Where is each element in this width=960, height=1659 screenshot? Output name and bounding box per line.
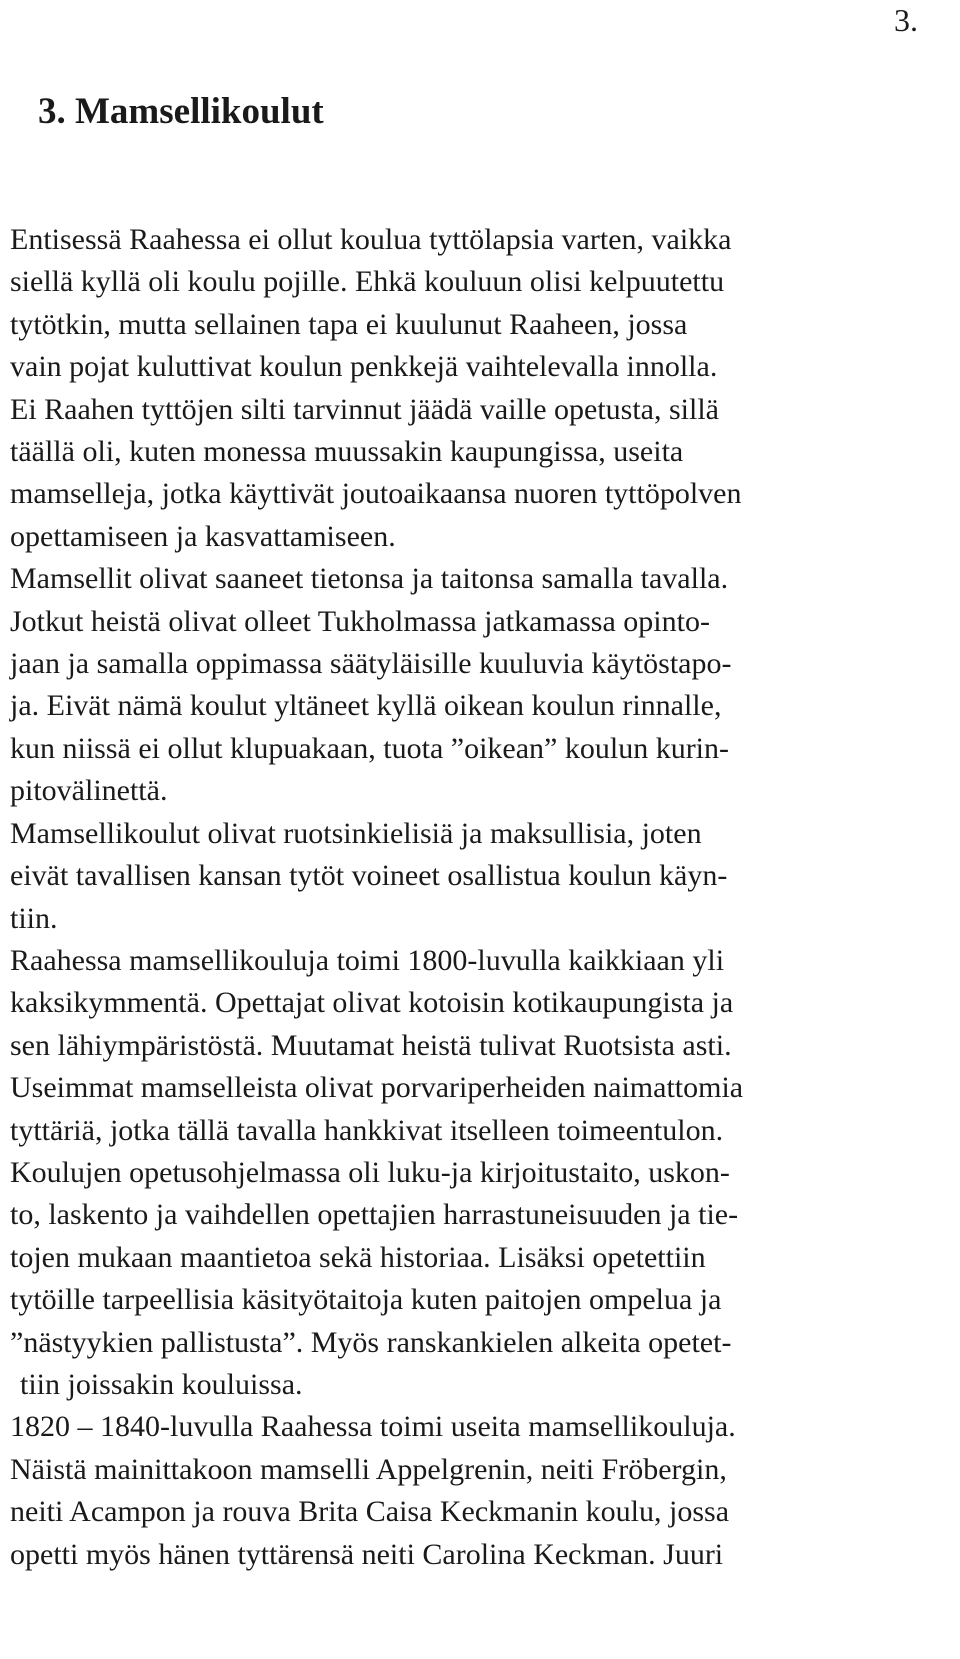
text-line: pitovälinettä. bbox=[10, 774, 168, 808]
text-line: tiin. bbox=[10, 901, 58, 935]
text-line: siellä kyllä oli koulu pojille. Ehkä kouluun olisi kelpuutettu bbox=[10, 265, 725, 299]
text-line: Useimmat mamselleista olivat porvariperheiden naimattomia bbox=[10, 1071, 744, 1105]
text-line: to, laskento ja vaihdellen opettajien harrastuneisuuden ja tie- bbox=[10, 1198, 739, 1232]
text-line: Mamsellikoulut olivat ruotsinkielisiä ja maksullisia, joten bbox=[10, 816, 702, 850]
text-line: Näistä mainittakoon mamselli Appelgrenin, neiti Fröbergin, bbox=[10, 1452, 727, 1486]
text-line: tyttäriä, jotka tällä tavalla hankkivat itselleen toimeentulon. bbox=[10, 1113, 724, 1147]
text-line: tiin joissakin kouluissa. bbox=[20, 1367, 303, 1401]
text-line: Ei Raahen tyttöjen silti tarvinnut jäädä vaille opetusta, sillä bbox=[10, 392, 719, 426]
text-line: Entisessä Raahessa ei ollut koulua tyttölapsia varten, vaikka bbox=[10, 223, 732, 256]
text-line: ja. Eivät nämä koulut yltäneet kyllä oikean koulun rinnalle, bbox=[10, 689, 722, 723]
text-line: ”nästyykien pallistusta”. Myös ranskankielen alkeita opetet- bbox=[10, 1325, 732, 1359]
text-line: kaksikymmentä. Opettajat olivat kotoisin kotikaupungista ja bbox=[10, 986, 734, 1020]
text-line: opettamiseen ja kasvattamiseen. bbox=[10, 519, 396, 553]
section-title: 3. Mamsellikoulut bbox=[38, 91, 324, 132]
text-line: kun niissä ei ollut klupuakaan, tuota ”oikean” koulun kurin- bbox=[10, 731, 730, 765]
text-line: eivät tavallisen kansan tytöt voineet osallistua koulun käyn- bbox=[10, 859, 728, 893]
text-line: opetti myös hänen tyttärensä neiti Carolina Keckman. Juuri bbox=[10, 1537, 724, 1571]
text-line: Jotkut heistä olivat olleet Tukholmassa jatkamassa opinto- bbox=[10, 604, 710, 638]
body-text bbox=[10, 219, 950, 1576]
text-line: täällä oli, kuten monessa muussakin kaupungissa, useita bbox=[10, 435, 684, 469]
text-line: jaan ja samalla oppimassa säätyläisille kuuluvia käytöstapo- bbox=[10, 647, 732, 681]
text-line: sen lähiympäristöstä. Muutamat heistä tulivat Ruotsista asti. bbox=[10, 1028, 732, 1062]
text-line: neiti Acampon ja rouva Brita Caisa Keckmanin koulu, jossa bbox=[10, 1495, 730, 1529]
text-line: tojen mukaan maantietoa sekä historiaa. Lisäksi opetettiin bbox=[10, 1240, 706, 1274]
text-line: Mamsellit olivat saaneet tietonsa ja taitonsa samalla tavalla. bbox=[10, 562, 729, 596]
page-number: 3. bbox=[894, 2, 918, 38]
text-line: mamselleja, jotka käyttivät joutoaikaansa nuoren tyttöpolven bbox=[10, 477, 742, 511]
text-line: Koulujen opetusohjelmassa oli luku-ja kirjoitustaito, uskon- bbox=[10, 1155, 730, 1189]
text-line: tytöille tarpeellisia käsityötaitoja kuten paitojen ompelua ja bbox=[10, 1283, 722, 1317]
text-line: 1820 – 1840-luvulla Raahessa toimi useita mamsellikouluja. bbox=[10, 1410, 736, 1444]
text-line: Raahessa mamsellikouluja toimi 1800-luvulla kaikkiaan yli bbox=[10, 943, 725, 977]
text-line: tytötkin, mutta sellainen tapa ei kuulunut Raaheen, jossa bbox=[10, 307, 688, 341]
text-line: vain pojat kuluttivat koulun penkkejä vaihtelevalla innolla. bbox=[10, 350, 718, 384]
